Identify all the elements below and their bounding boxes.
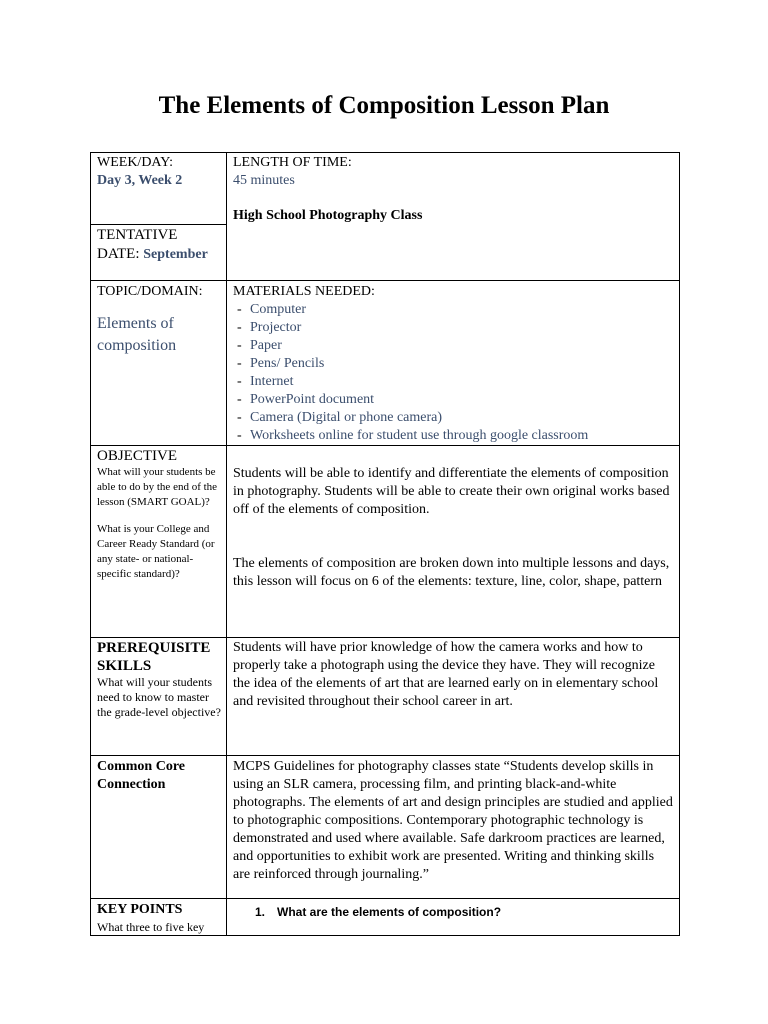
common-core-row: [91, 756, 680, 899]
list-item: - Worksheets online for student use through google classroom: [237, 428, 589, 443]
lesson-plan-table: [90, 152, 680, 936]
key-points-row: [91, 899, 680, 936]
objective-row: [91, 446, 680, 638]
materials-cell: [227, 281, 680, 446]
list-item: - Computer: [237, 302, 306, 317]
tentative-label-line1: TENTATIVE: [97, 227, 178, 243]
prerequisite-text: Students will have prior knowledge of how the camera works and how to properly take a photograph using the device they have. They will recognize the idea of the elements of art that are learned early on in elementary school and revisited throughout their school career in art.: [233, 640, 659, 709]
prerequisite-prompt: What will your students need to know to master the grade-level objective?: [97, 675, 221, 719]
list-item: - Camera (Digital or phone camera): [237, 410, 443, 425]
common-core-text: MCPS Guidelines for photography classes state “Students develop skills in using an SLR camera, processing film, and printing black-and-white photographs. The elements of art and design principles are studied and applied to photographic compositions. Contemporary photographic technology is demonstrated and used where available. Safe darkroom practices are learned, and opportunities to exhibit work are presented. Writing and thinking skills are reinforced through journaling.”: [233, 759, 673, 882]
tentative-label-line2: DATE:: [97, 246, 140, 262]
prerequisite-row: [91, 638, 680, 756]
key-points-prompt: What three to five key: [97, 920, 205, 934]
key-points-cell: [227, 899, 680, 936]
objective-text-1: Students will be able to identify and differentiate the elements of composition in photography. Students will be able to create their own original works based off of the elements of composition.: [233, 466, 670, 517]
topic-materials-row: [91, 281, 680, 446]
tentative-cell: [91, 225, 227, 281]
common-core-label-line2: Connection: [97, 777, 166, 792]
key-points-label-cell: [91, 899, 227, 936]
document-title: The Elements of Composition Lesson Plan: [158, 92, 610, 119]
class-name: High School Photography Class: [233, 208, 423, 223]
topic-value-line1: Elements of: [97, 315, 174, 332]
length-value: 45 minutes: [233, 173, 295, 188]
common-core-label-cell: [91, 756, 227, 899]
prerequisite-label-line2: SKILLS: [97, 658, 152, 674]
prerequisite-label-line1: PREREQUISITE: [97, 640, 211, 656]
key-points-label: KEY POINTS: [97, 902, 183, 917]
objective-label: OBJECTIVE: [97, 448, 177, 464]
materials-list: [233, 301, 679, 445]
prerequisite-label-cell: [91, 638, 227, 756]
prerequisite-text-cell: [227, 638, 680, 756]
length-cell: [227, 153, 680, 281]
objective-text-cell: [227, 446, 680, 638]
week-day-label: WEEK/DAY:: [97, 155, 173, 170]
week-day-value: Day 3, Week 2: [97, 173, 183, 188]
topic-value-line2: composition: [97, 337, 177, 354]
week-length-row: [91, 153, 680, 225]
key-point-question: What are the elements of composition?: [277, 905, 502, 919]
list-item: - Pens/ Pencils: [237, 356, 325, 371]
objective-text-2: The elements of composition are broken down into multiple lessons and days, this lesson will focus on 6 of the elements: texture, line, color, shape, pattern: [233, 556, 670, 589]
objective-label-cell: [91, 446, 227, 638]
common-core-label-line1: Common Core: [97, 759, 186, 774]
common-core-text-cell: [227, 756, 680, 899]
key-point-number: 1.: [255, 905, 266, 919]
tentative-date-value: September: [143, 247, 208, 262]
length-label: LENGTH OF TIME:: [233, 155, 352, 170]
list-item: - Internet: [237, 374, 294, 389]
materials-label: MATERIALS NEEDED:: [233, 284, 375, 299]
objective-prompt-1: What will your students be able to do by the end of the lesson (SMART GOAL)?: [97, 466, 218, 508]
objective-prompt-2: What is your College and Career Ready Standard (or any state- or national-specific standard)?: [97, 523, 215, 580]
topic-cell: [91, 281, 227, 446]
list-item: - Paper: [237, 338, 282, 353]
week-day-cell: [91, 153, 227, 225]
topic-label: TOPIC/DOMAIN:: [97, 284, 203, 299]
list-item: - PowerPoint document: [237, 392, 375, 407]
list-item: - Projector: [237, 320, 302, 335]
